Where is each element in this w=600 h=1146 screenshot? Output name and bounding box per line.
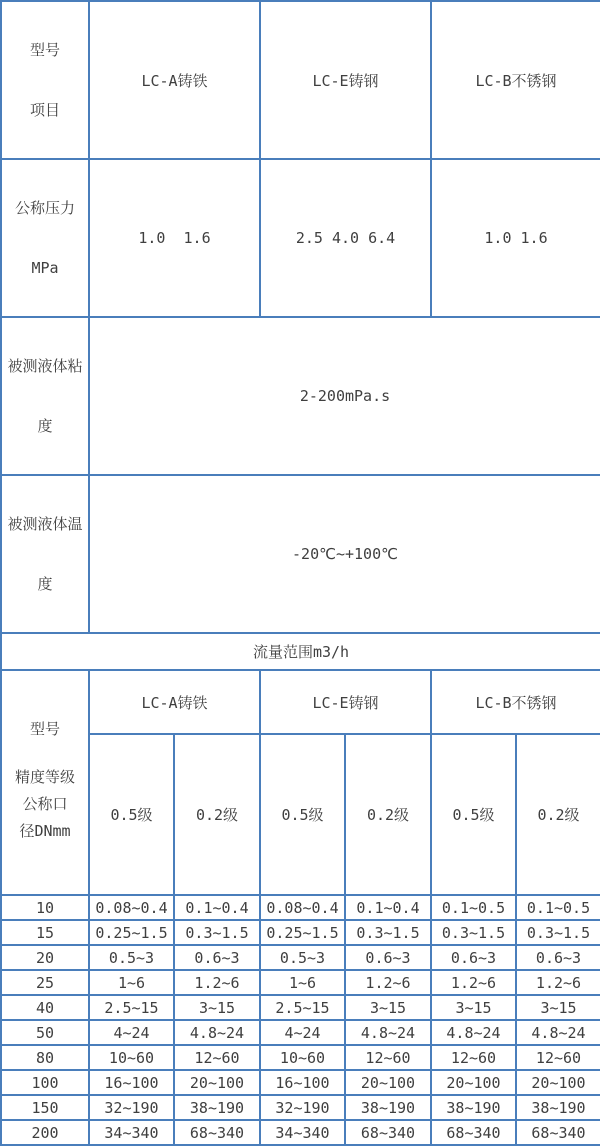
flow-value-cell: 3~15 bbox=[516, 995, 600, 1020]
table-row-dn10 bbox=[1, 895, 600, 920]
flow-value-cell: 38~190 bbox=[516, 1095, 600, 1120]
dn-cell: 50 bbox=[1, 1020, 89, 1045]
flow-value-cell: 1.2~6 bbox=[431, 970, 516, 995]
flow-corner-label-line: 公称口 bbox=[22, 794, 68, 813]
flow-corner-inner bbox=[2, 707, 88, 858]
flow-value-cell: 4.8~24 bbox=[345, 1020, 431, 1045]
dn-cell: 10 bbox=[1, 895, 89, 920]
flow-value-cell: 0.1~0.4 bbox=[345, 895, 431, 920]
temperature-value: -20℃~+100℃ bbox=[89, 475, 600, 633]
flow-corner-label-line: 径DNmm bbox=[19, 821, 71, 840]
flow-value-cell: 20~100 bbox=[516, 1070, 600, 1095]
temperature-row bbox=[1, 475, 600, 633]
flow-model-header-row bbox=[1, 670, 600, 734]
dn-cell: 40 bbox=[1, 995, 89, 1020]
flow-value-cell: 2.5~15 bbox=[89, 995, 174, 1020]
accuracy-class-cell: 0.2级 bbox=[345, 734, 431, 895]
flow-value-cell: 0.6~3 bbox=[345, 945, 431, 970]
flow-value-cell: 4.8~24 bbox=[174, 1020, 260, 1045]
flow-value-cell: 1~6 bbox=[260, 970, 345, 995]
flow-value-cell: 0.25~1.5 bbox=[260, 920, 345, 945]
accuracy-class-cell: 0.5级 bbox=[431, 734, 516, 895]
flow-value-cell: 20~100 bbox=[174, 1070, 260, 1095]
flow-value-cell: 12~60 bbox=[174, 1045, 260, 1070]
flow-value-cell: 0.08~0.4 bbox=[260, 895, 345, 920]
flow-value-cell: 1.2~6 bbox=[174, 970, 260, 995]
table-row-dn20 bbox=[1, 945, 600, 970]
flow-value-cell: 1.2~6 bbox=[345, 970, 431, 995]
flow-value-cell: 4~24 bbox=[260, 1020, 345, 1045]
flow-value-cell: 68~340 bbox=[174, 1120, 260, 1145]
flow-model-header-lca: LC-A铸铁 bbox=[89, 670, 260, 734]
flow-value-cell: 2.5~15 bbox=[260, 995, 345, 1020]
flow-value-cell: 20~100 bbox=[345, 1070, 431, 1095]
flow-value-cell: 32~190 bbox=[89, 1095, 174, 1120]
table-row-dn150 bbox=[1, 1095, 600, 1120]
viscosity-label-cell bbox=[1, 317, 89, 475]
model-header-lce: LC-E铸钢 bbox=[260, 1, 431, 159]
viscosity-label-line: 度 bbox=[37, 417, 53, 435]
flow-value-cell: 0.6~3 bbox=[516, 945, 600, 970]
dn-cell: 15 bbox=[1, 920, 89, 945]
flow-value-cell: 0.25~1.5 bbox=[89, 920, 174, 945]
corner-label-line: 型号 bbox=[29, 41, 60, 59]
dn-cell: 80 bbox=[1, 1045, 89, 1070]
flow-value-cell: 3~15 bbox=[174, 995, 260, 1020]
temperature-label-line: 被测液体温 bbox=[7, 515, 83, 533]
flow-value-cell: 16~100 bbox=[260, 1070, 345, 1095]
viscosity-value: 2-200mPa.s bbox=[89, 317, 600, 475]
flow-value-cell: 68~340 bbox=[431, 1120, 516, 1145]
temperature-label-cell bbox=[1, 475, 89, 633]
flow-value-cell: 12~60 bbox=[345, 1045, 431, 1070]
flow-value-cell: 1.2~6 bbox=[516, 970, 600, 995]
flow-value-cell: 0.3~1.5 bbox=[516, 920, 600, 945]
dn-cell: 150 bbox=[1, 1095, 89, 1120]
table-row-dn100 bbox=[1, 1070, 600, 1095]
flow-value-cell: 3~15 bbox=[431, 995, 516, 1020]
flow-value-cell: 3~15 bbox=[345, 995, 431, 1020]
pressure-label-line: 公称压力 bbox=[14, 199, 75, 217]
temperature-label-line: 度 bbox=[37, 575, 53, 593]
accuracy-class-cell: 0.5级 bbox=[89, 734, 174, 895]
table-row-dn200 bbox=[1, 1120, 600, 1145]
corner-label-line: 项目 bbox=[29, 101, 60, 119]
pressure-value-lce: 2.5 4.0 6.4 bbox=[260, 159, 431, 317]
flow-value-cell: 0.6~3 bbox=[174, 945, 260, 970]
corner-model-item-cell bbox=[1, 1, 89, 159]
flow-value-cell: 0.3~1.5 bbox=[174, 920, 260, 945]
flow-value-cell: 12~60 bbox=[431, 1045, 516, 1070]
dn-cell: 20 bbox=[1, 945, 89, 970]
dn-cell: 200 bbox=[1, 1120, 89, 1145]
flow-value-cell: 20~100 bbox=[431, 1070, 516, 1095]
viscosity-row bbox=[1, 317, 600, 475]
flow-value-cell: 38~190 bbox=[174, 1095, 260, 1120]
flow-model-header-lce: LC-E铸钢 bbox=[260, 670, 431, 734]
flow-value-cell: 68~340 bbox=[516, 1120, 600, 1145]
flow-corner-model-label: 型号 bbox=[29, 720, 60, 738]
flow-value-cell: 38~190 bbox=[431, 1095, 516, 1120]
flow-value-cell: 0.5~3 bbox=[89, 945, 174, 970]
flow-value-cell: 0.3~1.5 bbox=[431, 920, 516, 945]
table-row-dn15 bbox=[1, 920, 600, 945]
flow-value-cell: 12~60 bbox=[516, 1045, 600, 1070]
dn-cell: 100 bbox=[1, 1070, 89, 1095]
flow-value-cell: 0.1~0.5 bbox=[516, 895, 600, 920]
flow-value-cell: 0.1~0.5 bbox=[431, 895, 516, 920]
dn-cell: 25 bbox=[1, 970, 89, 995]
viscosity-label-line: 被测液体粘 bbox=[7, 357, 83, 375]
accuracy-header-row bbox=[1, 734, 600, 895]
flow-value-cell: 4.8~24 bbox=[431, 1020, 516, 1045]
accuracy-class-cell: 0.2级 bbox=[516, 734, 600, 895]
accuracy-class-cell: 0.5级 bbox=[260, 734, 345, 895]
flow-value-cell: 34~340 bbox=[260, 1120, 345, 1145]
pressure-label-cell bbox=[1, 159, 89, 317]
pressure-label-line: MPa bbox=[31, 259, 59, 277]
model-header-row bbox=[1, 1, 600, 159]
flow-value-cell: 10~60 bbox=[89, 1045, 174, 1070]
accuracy-class-cell: 0.2级 bbox=[174, 734, 260, 895]
pressure-row bbox=[1, 159, 600, 317]
table-row-dn80 bbox=[1, 1045, 600, 1070]
flow-value-cell: 10~60 bbox=[260, 1045, 345, 1070]
flow-value-cell: 4.8~24 bbox=[516, 1020, 600, 1045]
flow-corner-label-line: 精度等级 bbox=[14, 767, 75, 786]
flow-value-cell: 0.5~3 bbox=[260, 945, 345, 970]
flow-value-cell: 0.6~3 bbox=[431, 945, 516, 970]
model-header-lca: LC-A铸铁 bbox=[89, 1, 260, 159]
flow-value-cell: 4~24 bbox=[89, 1020, 174, 1045]
table-row-dn50 bbox=[1, 1020, 600, 1045]
flow-value-cell: 1~6 bbox=[89, 970, 174, 995]
flow-value-cell: 0.3~1.5 bbox=[345, 920, 431, 945]
flow-model-header-lcb: LC-B不锈钢 bbox=[431, 670, 600, 734]
flow-range-title: 流量范围m3/h bbox=[1, 633, 600, 670]
flow-value-cell: 0.1~0.4 bbox=[174, 895, 260, 920]
model-header-lcb: LC-B不锈钢 bbox=[431, 1, 600, 159]
flow-corner-accuracy-label bbox=[2, 750, 88, 858]
flow-value-cell: 68~340 bbox=[345, 1120, 431, 1145]
flow-value-cell: 34~340 bbox=[89, 1120, 174, 1145]
pressure-value-lcb: 1.0 1.6 bbox=[431, 159, 600, 317]
flow-value-cell: 32~190 bbox=[260, 1095, 345, 1120]
flow-value-cell: 0.08~0.4 bbox=[89, 895, 174, 920]
flow-value-cell: 38~190 bbox=[345, 1095, 431, 1120]
table-row-dn25 bbox=[1, 970, 600, 995]
table-row-dn40 bbox=[1, 995, 600, 1020]
pressure-value-lca: 1.0 1.6 bbox=[89, 159, 260, 317]
flow-corner-cell bbox=[1, 670, 89, 895]
flow-value-cell: 16~100 bbox=[89, 1070, 174, 1095]
